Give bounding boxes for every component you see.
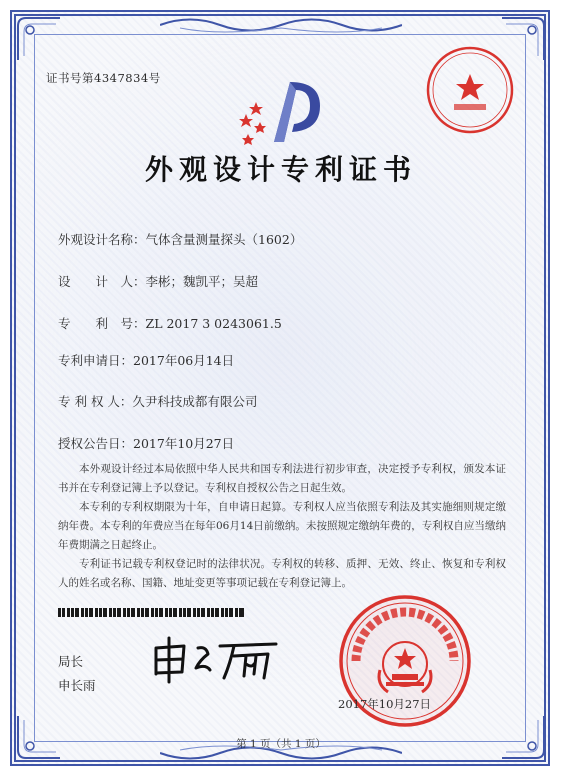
- field-label: 专 利 权 人：: [58, 394, 133, 409]
- design-name-field: [58, 230, 302, 248]
- corner-ornament: [16, 16, 62, 62]
- field-label: 专利申请日：: [58, 353, 134, 368]
- certificate-number: 证书号第4347834号: [46, 71, 161, 85]
- field-label: 授权公告日：: [58, 436, 134, 451]
- signer-name: 申长雨: [58, 678, 96, 693]
- patent-office-logo: [234, 76, 330, 146]
- certificate-title: 外观设计专利证书: [144, 153, 417, 186]
- patentee-field: [58, 392, 257, 410]
- handwritten-signature: [150, 634, 282, 684]
- field-value: ZL 2017 3 0243061.5: [145, 316, 282, 331]
- announcement-date-field: [58, 434, 234, 452]
- field-label: 外观设计名称：: [58, 232, 146, 247]
- body-paragraph: 本专利的专利权期限为十年，自申请日起算。专利权人应当依照专利法及其实施细则规定缴纳年费。本专利的年费应当在每年06月14日前缴纳。未按照规定缴纳年费的，专利权自应当缴纳年费期满之日起终止。: [58, 501, 506, 551]
- designers-field: [58, 272, 258, 290]
- field-label: 设 计 人：: [58, 274, 146, 289]
- certificate-body: [58, 460, 506, 593]
- barcode: [58, 608, 244, 617]
- field-value: 2017年06月14日: [133, 353, 235, 368]
- field-value: 2017年10月27日: [133, 436, 235, 451]
- issue-date: 2017年10月27日: [338, 697, 432, 711]
- field-label: 专 利 号：: [58, 316, 146, 331]
- body-paragraph: 专利证书记载专利权登记时的法律状况。专利权的转移、质押、无效、终止、恢复和专利权人的姓名或名称、国籍、地址变更等事项记载在专利登记簿上。: [58, 558, 506, 589]
- field-value: 气体含量测量探头（1602）: [145, 232, 303, 247]
- top-scroll-ornament: [160, 14, 402, 36]
- field-value: 李彬；魏凯平；吴超: [145, 274, 259, 289]
- field-value: 久尹科技成都有限公司: [132, 394, 258, 409]
- agency-seal: [424, 44, 516, 136]
- signer-title: 局长: [58, 654, 84, 669]
- page-number: 第 1 页（共 1 页）: [236, 738, 326, 750]
- patent-number-field: [58, 314, 282, 332]
- filing-date-field: [58, 351, 234, 369]
- body-paragraph: 本外观设计经过本局依照中华人民共和国专利法进行初步审查，决定授予专利权，颁发本证书并在专利登记簿上予以登记。专利权自授权公告之日起生效。: [58, 463, 506, 494]
